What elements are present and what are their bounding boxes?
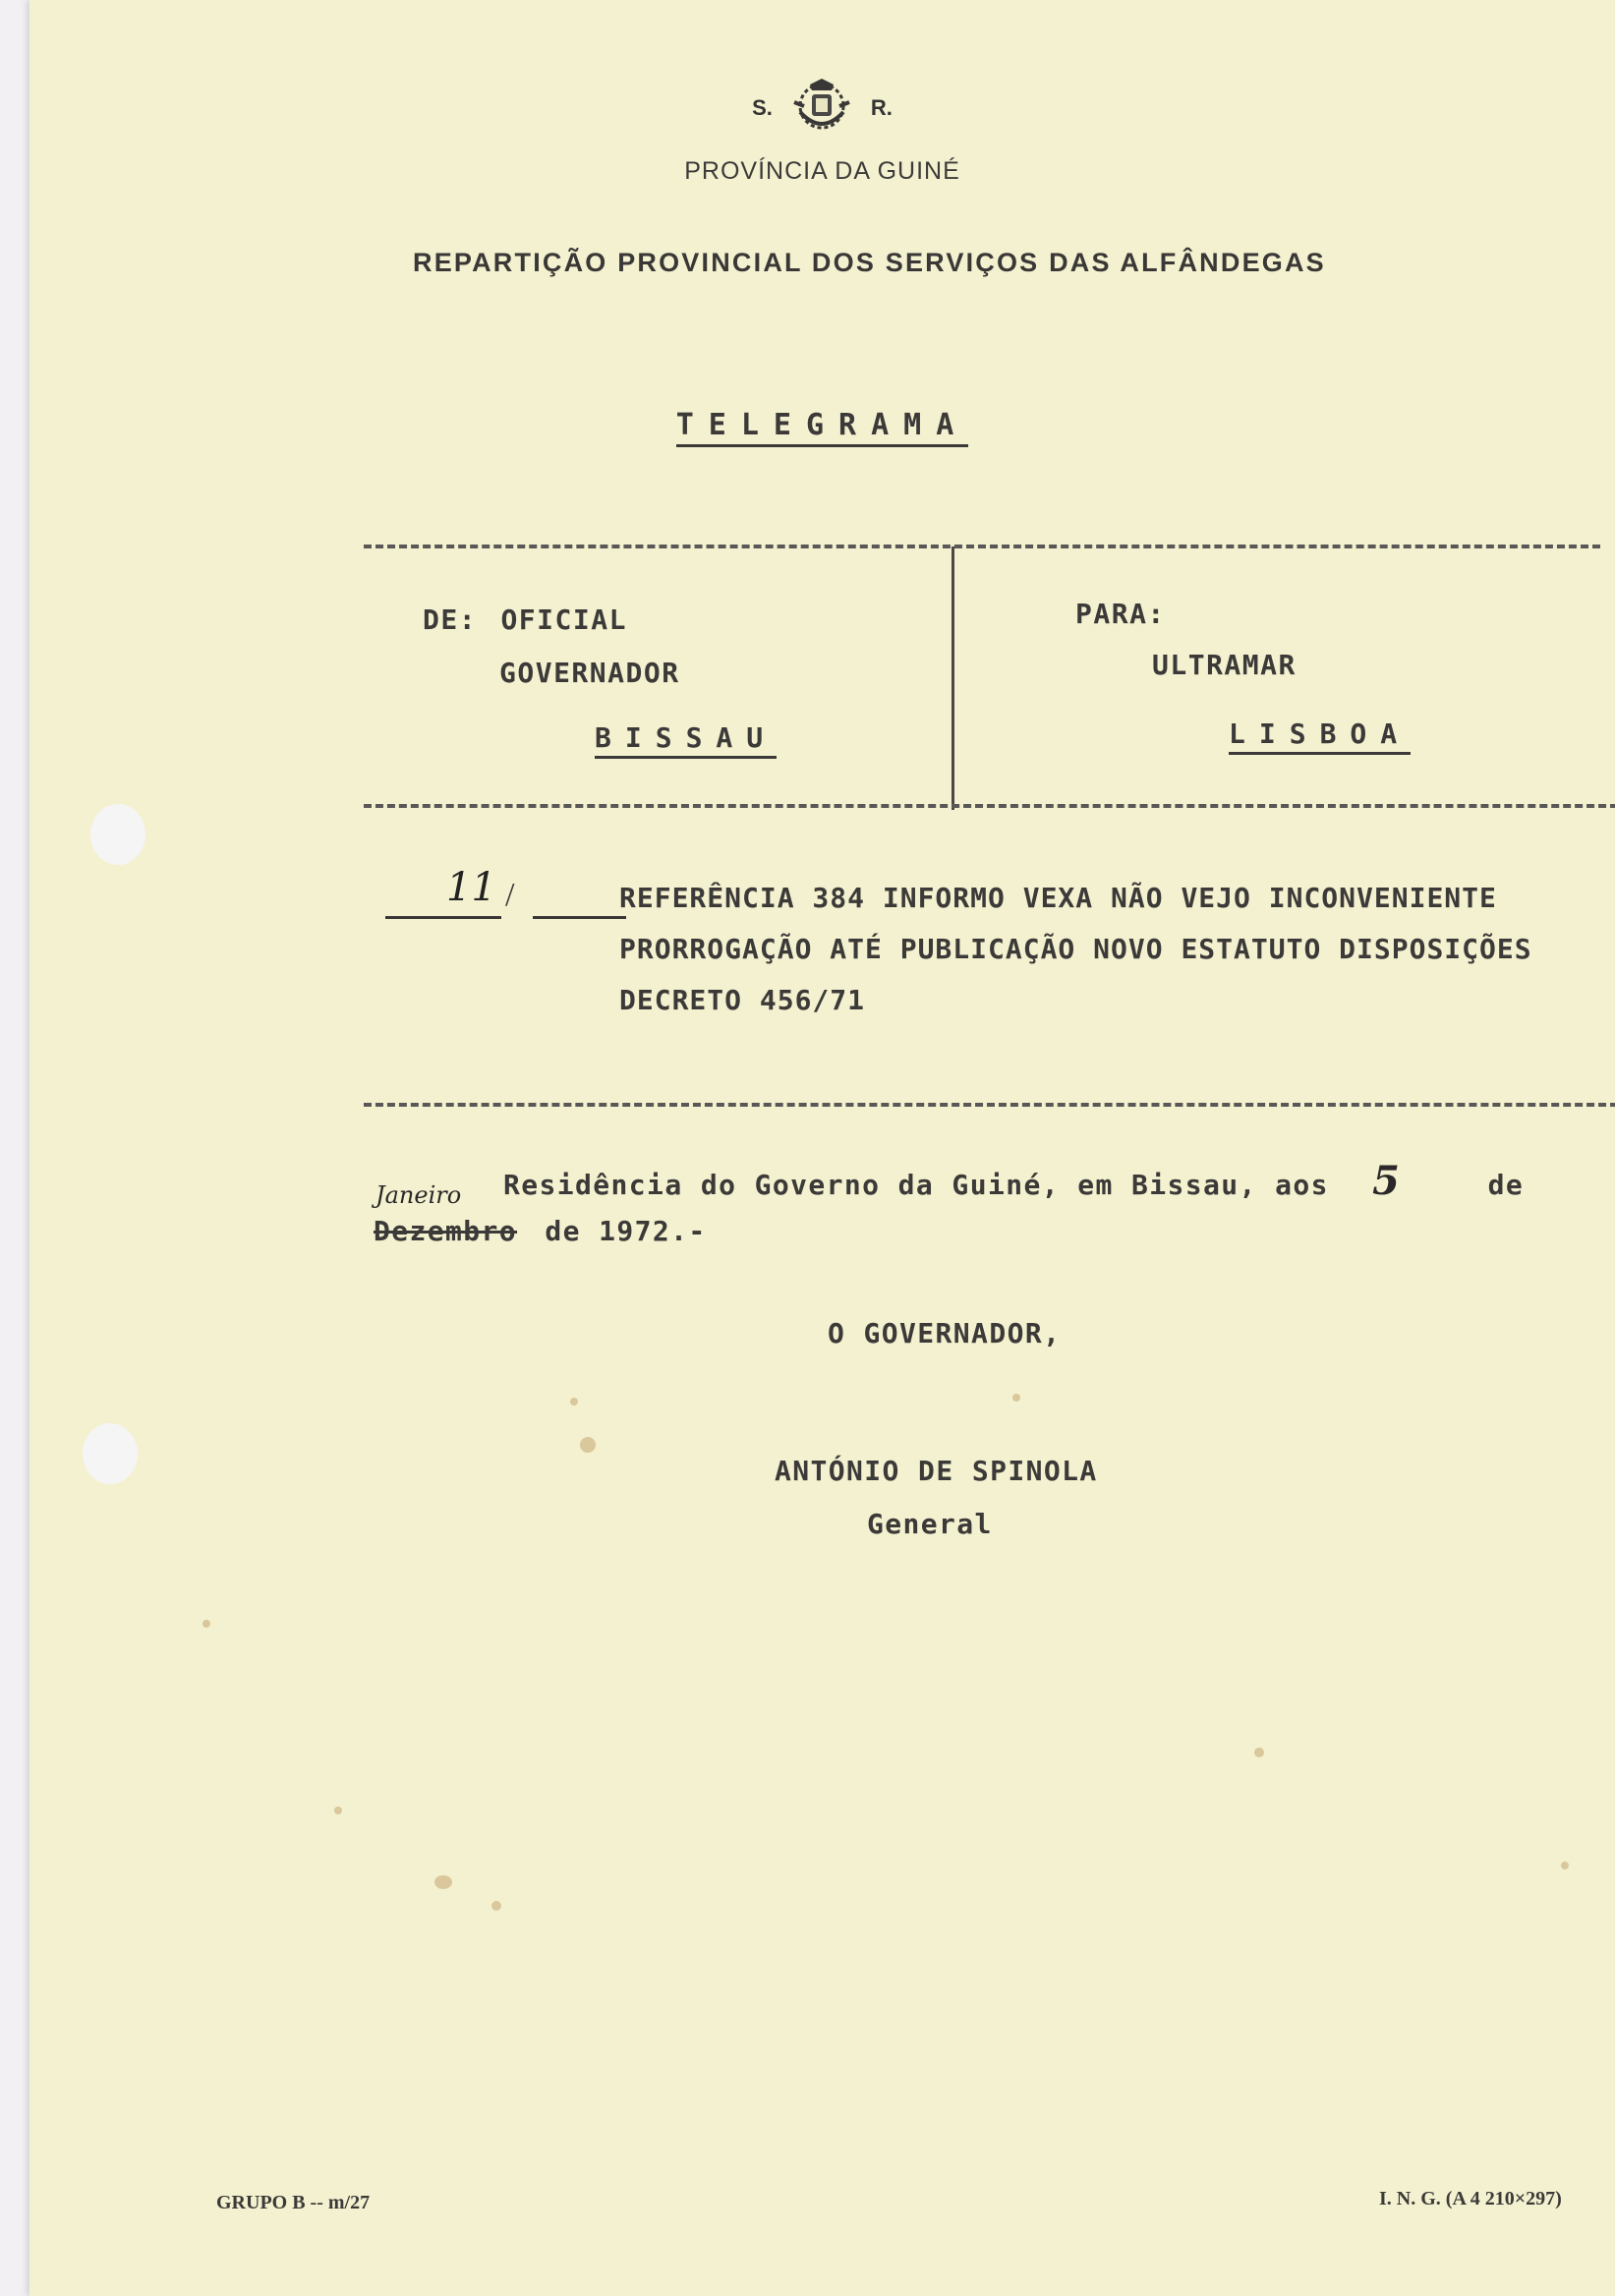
closing-month-struck: Dezembro [374, 1215, 518, 1247]
message-number-field [385, 865, 626, 920]
stain [1012, 1394, 1020, 1402]
document-page [29, 0, 1615, 2296]
message-line-3: DECRETO 456/71 [619, 984, 866, 1016]
to-place [1229, 718, 1411, 750]
message-number: 11 [446, 865, 496, 910]
province-heading: PROVÍNCIA DA GUINÉ [684, 157, 960, 185]
closing-de: de [1487, 1169, 1525, 1201]
stain [1561, 1862, 1569, 1869]
closing-year: de 1972.- [545, 1215, 707, 1247]
from-place [595, 721, 777, 754]
stain [580, 1437, 596, 1453]
to-place-text: LISBOA [1229, 718, 1411, 755]
header-left-letter: S. [752, 95, 773, 120]
stain [334, 1807, 342, 1814]
closing-day: 5 [1372, 1158, 1402, 1204]
from-place-text: BISSAU [595, 721, 777, 759]
from-label: DE: [423, 603, 478, 636]
letterhead-emblem-row [29, 77, 1615, 140]
divider-middle [364, 804, 1615, 808]
closing-month-handwritten: Janeiro [375, 1181, 462, 1209]
message-body [619, 873, 1612, 1026]
document-title [29, 408, 1615, 442]
signature-rank: General [867, 1508, 993, 1540]
punch-hole-bottom [83, 1423, 138, 1484]
closing-place-line [503, 1158, 1524, 1204]
punch-hole-top [90, 804, 145, 865]
to-label: PARA: [1075, 598, 1166, 630]
from-line1: OFICIAL [500, 603, 627, 636]
message-number-slash: / [505, 877, 515, 913]
message-line-1: REFERÊNCIA 384 INFORMO VEXA NÃO VEJO INCONVENIENTE [619, 882, 1497, 914]
signature-role: O GOVERNADOR, [828, 1317, 1062, 1349]
stain [1254, 1748, 1264, 1757]
stain [202, 1620, 210, 1628]
to-line1: ULTRAMAR [1152, 649, 1297, 681]
header-right-letter: R. [870, 95, 893, 120]
document-title-text: TELEGRAMA [676, 408, 969, 447]
closing-place-text: Residência do Governo da Guiné, em Bissau, aos [503, 1169, 1329, 1201]
message-number-underline [385, 916, 501, 919]
signature-name: ANTÓNIO DE SPINOLA [775, 1455, 1098, 1487]
from-line2: GOVERNADOR [499, 657, 680, 689]
footer-left: GRUPO B -- m/27 [216, 2192, 371, 2213]
message-number-underline-2 [533, 916, 626, 919]
divider-top [364, 545, 1600, 548]
message-line-2: PRORROGAÇÃO ATÉ PUBLICAÇÃO NOVO ESTATUTO DISPOSIÇÕES [619, 933, 1532, 965]
divider-bottom [364, 1103, 1615, 1107]
stain [570, 1398, 578, 1406]
divider-vertical [952, 546, 954, 810]
coat-of-arms-icon [790, 77, 853, 140]
closing-year-line [374, 1215, 707, 1247]
from-label-line [423, 603, 627, 636]
footer-right: I. N. G. (A 4 210×297) [1379, 2188, 1562, 2210]
department-heading: REPARTIÇÃO PROVINCIAL DOS SERVIÇOS DAS ALFÂNDEGAS [413, 248, 1326, 277]
stain [491, 1901, 501, 1911]
stain [434, 1875, 452, 1889]
